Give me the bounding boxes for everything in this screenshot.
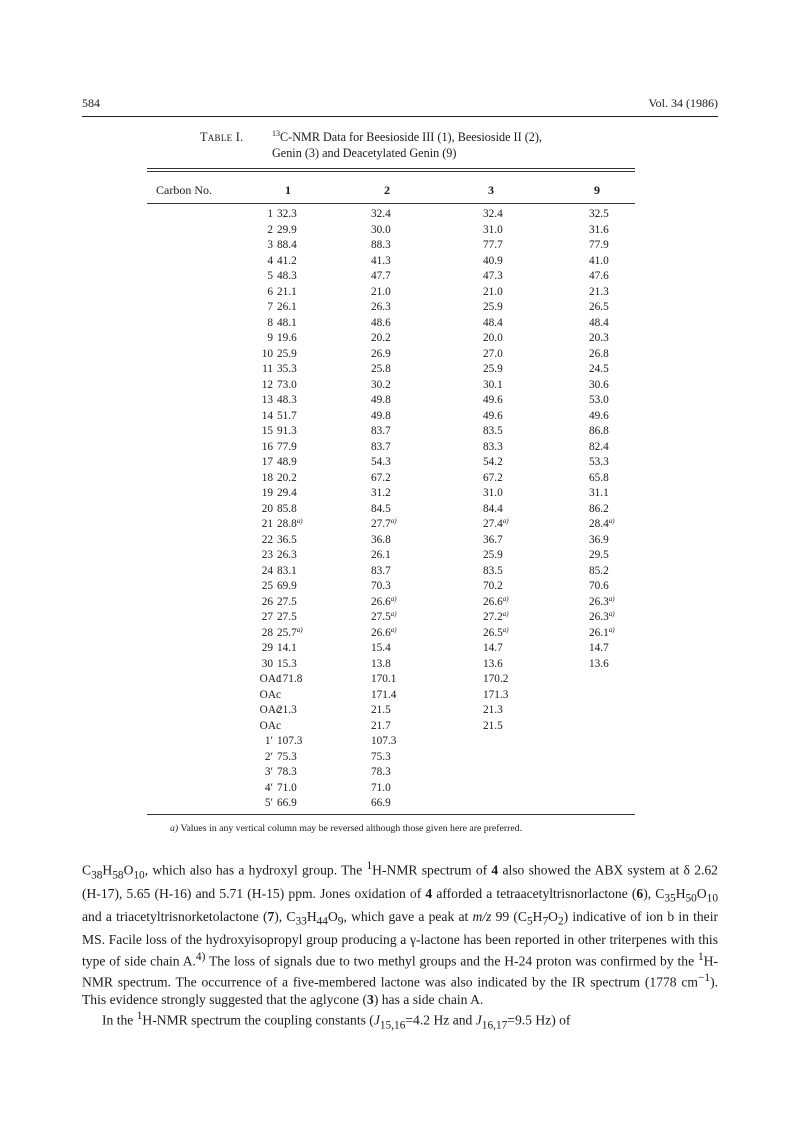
carbon-number-cell: 10 [261,347,273,360]
shift-value-cell: 67.2 [371,471,391,484]
shift-value-cell: 25.9 [483,549,503,561]
table-row [147,502,635,518]
carbon-number-cell: 6 [267,285,273,298]
carbon-number-cell: 21 [261,518,273,530]
carbon-number-cell: 26 [261,595,273,608]
shift-value-cell: 27.5$^{a)}$ [371,610,397,623]
shift-value-cell: 36.7 [483,533,503,546]
carbon-number-cell: 1′ [264,735,273,747]
table-row [147,378,635,394]
table-bottom-rule [147,814,635,815]
shift-value-cell: 36.8 [371,533,391,546]
shift-value-cell: 26.1$^{a)}$ [589,625,615,639]
shift-value-cell: 26.8 [589,347,609,360]
shift-value-cell: 21.0 [371,285,391,298]
caption-line-1: C-NMR Data for Beesioside III (1), Beesioside II (2), [280,130,542,144]
shift-value-cell: 107.3 [371,735,397,747]
shift-value-cell: 69.9 [277,580,297,592]
shift-value-cell: 88.4 [277,239,297,251]
shift-value-cell: 30.0 [371,223,391,236]
shift-value-cell: 83.3 [483,440,503,453]
shift-value-cell: 31.0 [483,223,503,236]
shift-value-cell: 25.9 [483,363,503,375]
paragraph-2: In the $^1$H-NMR spectrum the coupling constants ($J_{15,16}=4.2$ Hz and $J_{16,17}=9.5$ Hz) of [102,1010,571,1032]
carbon-number-cell: 3 [267,239,273,251]
carbon-number-cell: 19 [261,487,273,499]
shift-value-cell: 85.2 [589,564,609,577]
header-rule [82,116,718,117]
shift-value-cell: 21.7 [371,719,391,732]
table-row [147,347,635,363]
carbon-number-cell: 17 [261,456,273,468]
carbon-number-cell: OAc [259,688,281,701]
shift-value-cell: 170.2 [483,673,509,685]
carbon-number-cell: 4 [267,254,273,267]
carbon-number-cell: 2 [267,223,273,236]
shift-value-cell: 54.2 [483,456,503,468]
shift-value-cell: 67.2 [483,471,503,484]
shift-value-cell: 83.1 [277,564,297,577]
shift-value-cell: 83.7 [371,425,391,437]
shift-value-cell: 171.4 [371,688,397,701]
paragraph-1: $C_{38}H_{58}O_{10}$, which also has a hydroxyl group. The $^1$H-NMR spectrum of 4 also showed the ABX system at δ 2.62 (H-17), 5.65 (H-16) and 5.71 (H-15) ppm. Jones oxidation of 4 afforded a tetraacetyltrisnorlactone (6), $C_{35}H_{50}O_{10}$ and a triacetyltrisnorketolactone (7), $C_{33}H_{44}O_9$, which gave a peak at m/z 99 $(C_5H_7O_2)$ indicative of ion b in their MS. Facile loss of the hydroxyisopropyl group producing a γ-lactone has been reported in other triterpenes with this type of side chain A.$^{4)}$ The loss of signals due to two methyl groups and the H-24 proton was confirmed by the $^1$H-NMR spectrum. The occurrence of a five-membered lactone was also indicated by the IR spectrum (1778 $cm^{-1}$). This evidence strongly suggested that the aglycone (3) has a side chain A. [82,860,719,1007]
shift-value-cell: 14.1 [277,642,297,654]
column-header-3: 3 [488,183,494,197]
shift-value-cell: 41.2 [277,254,297,267]
table-row [147,610,635,626]
shift-value-cell: 26.5 [589,301,609,313]
shift-value-cell: 14.7 [483,642,503,654]
shift-value-cell: 32.5 [589,208,609,220]
shift-value-cell: 20.3 [589,332,609,344]
shift-value-cell: 21.5 [483,719,503,732]
column-header-1: 1 [285,183,291,197]
shift-value-cell: 27.7$^{a)}$ [371,517,397,530]
shift-value-cell: 29.5 [589,549,609,561]
shift-value-cell: 21.1 [277,285,297,298]
shift-value-cell: 28.8$^{a)}$ [277,517,303,530]
table-row [147,595,635,611]
shift-value-cell: 30.1 [483,378,503,391]
shift-value-cell: 26.3 [277,549,297,561]
table-label: Table I. [200,130,244,144]
shift-value-cell: 26.6$^{a)}$ [371,594,397,608]
shift-value-cell: 41.0 [589,254,609,267]
shift-value-cell: 31.6 [589,223,609,236]
table-row [147,579,635,595]
carbon-number-cell: 30 [261,657,273,670]
shift-value-cell: 49.6 [483,409,503,422]
table-caption-text [272,130,632,161]
shift-value-cell: 32.4 [483,208,503,220]
carbon-number-cell: 2′ [264,750,273,763]
table-row [147,424,635,440]
table-row [147,688,635,704]
shift-value-cell: 47.3 [483,270,503,282]
reversal-marker: a) [502,594,509,603]
shift-value-cell: 21.0 [483,285,503,298]
table-row [147,734,635,750]
shift-value-cell: 27.5 [277,611,297,623]
table-row [147,471,635,487]
reversal-marker: a) [608,610,615,618]
shift-value-cell: 19.6 [277,332,297,344]
shift-value-cell: 83.5 [483,564,503,577]
carbon-number-cell: 29 [261,642,273,654]
table-row [147,331,635,347]
carbon-number-cell: 1 [267,208,273,220]
shift-value-cell: 13.8 [371,657,391,670]
carbon-number-cell: 24 [261,564,273,577]
shift-value-cell: 24.5 [589,363,609,375]
shift-value-cell: 86.8 [589,425,609,437]
shift-value-cell: 20.2 [371,332,391,344]
table-row [147,285,635,301]
shift-value-cell: 54.3 [371,456,391,468]
shift-value-cell: 49.6 [483,394,503,406]
shift-value-cell: 21.3 [483,704,503,716]
shift-value-cell: 40.9 [483,254,503,267]
shift-value-cell: 25.7$^{a)}$ [277,625,303,639]
shift-value-cell: 48.6 [371,316,391,329]
shift-value-cell: 48.4 [483,316,503,329]
table-row [147,486,635,502]
shift-value-cell: 83.7 [371,564,391,577]
table-row [147,750,635,766]
shift-value-cell: 49.8 [371,409,391,422]
carbon-number-cell: 16 [261,440,273,453]
reversal-marker: a) [502,625,509,634]
carbon-number-cell: 3′ [264,766,273,778]
carbon-number-cell: 12 [261,378,273,391]
shift-value-cell: 88.3 [371,239,391,251]
page-header [82,96,718,118]
table-row [147,269,635,285]
table-row [147,300,635,316]
shift-value-cell: 107.3 [277,735,303,747]
shift-value-cell: 77.9 [589,239,609,251]
reversal-marker: a) [296,625,303,634]
shift-value-cell: 75.3 [277,750,297,763]
table-row [147,548,635,564]
reversal-marker: a) [502,517,509,525]
shift-value-cell: 31.1 [589,487,609,499]
reversal-marker: a) [390,594,397,603]
table-row [147,455,635,471]
shift-value-cell: 170.1 [371,673,397,685]
shift-value-cell: 48.1 [277,316,297,329]
carbon-number-cell: OAc [259,719,281,732]
shift-value-cell: 48.3 [277,394,297,406]
table-row [147,703,635,719]
isotope-superscript: 13 [272,129,280,138]
shift-value-cell: 26.6$^{a)}$ [483,594,509,608]
shift-value-cell: 66.9 [371,797,391,809]
column-header-2: 2 [384,183,390,197]
carbon-number-cell: 20 [261,502,273,515]
shift-value-cell: 26.9 [371,347,391,360]
table-row [147,238,635,254]
shift-value-cell: 20.0 [483,332,503,344]
table-row [147,409,635,425]
shift-value-cell: 36.5 [277,533,297,546]
shift-value-cell: 47.6 [589,270,609,282]
shift-value-cell: 66.9 [277,797,297,809]
shift-value-cell: 21.3 [277,704,297,716]
table-top-rule-double [147,171,635,172]
table-row [147,362,635,378]
shift-value-cell: 32.3 [277,208,297,220]
reversal-marker: a) [390,625,397,634]
shift-value-cell: 70.2 [483,580,503,592]
shift-value-cell: 29.9 [277,223,297,236]
shift-value-cell: 83.5 [483,425,503,437]
carbon-number-cell: 18 [261,471,273,484]
reversal-marker: a) [502,610,509,618]
table-row [147,719,635,735]
shift-value-cell: 25.9 [277,347,297,360]
shift-value-cell: 15.3 [277,657,297,670]
shift-value-cell: 48.3 [277,270,297,282]
shift-value-cell: 30.6 [589,378,609,391]
shift-value-cell: 27.5 [277,595,297,608]
footnote-marker: a) [170,823,179,834]
shift-value-cell: 48.4 [589,316,609,329]
shift-value-cell: 47.7 [371,270,391,282]
table-row [147,316,635,332]
carbon-number-cell: OAc [259,704,281,716]
shift-value-cell: 27.2$^{a)}$ [483,610,509,623]
shift-value-cell: 71.0 [277,781,297,794]
shift-value-cell: 51.7 [277,409,297,422]
carbon-number-cell: 14 [261,409,273,422]
shift-value-cell: 70.6 [589,580,609,592]
reversal-marker: a) [608,594,615,603]
shift-value-cell: 75.3 [371,750,391,763]
shift-value-cell: 26.1 [371,549,391,561]
shift-value-cell: 13.6 [589,657,609,670]
shift-value-cell: 14.7 [589,642,609,654]
shift-value-cell: 83.7 [371,440,391,453]
carbon-number-cell: 22 [261,533,273,546]
shift-value-cell: 21.5 [371,704,391,716]
shift-value-cell: 171.8 [277,673,303,685]
table-header-rule [147,203,635,204]
shift-value-cell: 77.7 [483,239,503,251]
carbon-number-cell: 28 [261,626,273,639]
shift-value-cell: 73.0 [277,378,297,391]
shift-value-cell: 85.8 [277,502,297,515]
shift-value-cell: 65.8 [589,471,609,484]
shift-value-cell: 26.5$^{a)}$ [483,625,509,639]
carbon-number-cell: 8 [267,316,273,329]
shift-value-cell: 70.3 [371,580,391,592]
page-number: 584 [82,96,100,110]
carbon-number-cell: 5 [267,270,273,282]
shift-value-cell: 25.8 [371,363,391,375]
shift-value-cell: 15.4 [371,642,391,654]
reversal-marker: a) [390,610,397,618]
shift-value-cell: 26.3$^{a)}$ [589,610,615,623]
shift-value-cell: 26.3 [371,301,391,313]
shift-value-cell: 49.8 [371,394,391,406]
shift-value-cell: 86.2 [589,502,609,515]
carbon-number-cell: 23 [261,549,273,561]
shift-value-cell: 26.1 [277,301,297,313]
shift-value-cell: 35.3 [277,363,297,375]
carbon-number-cell: 13 [261,394,273,406]
shift-value-cell: 171.3 [483,688,509,701]
shift-value-cell: 31.2 [371,487,391,499]
table-row [147,440,635,456]
volume-label: Vol. 34 (1986) [648,96,718,110]
table-row [147,564,635,580]
table-row [147,657,635,673]
shift-value-cell: 20.2 [277,471,297,484]
shift-value-cell: 28.4$^{a)}$ [589,517,615,530]
carbon-number-cell: 5′ [264,797,273,809]
shift-value-cell: 78.3 [277,766,297,778]
reversal-marker: a) [296,517,303,525]
shift-value-cell: 21.3 [589,285,609,298]
table-row [147,641,635,657]
carbon-number-cell: 11 [262,363,273,375]
shift-value-cell: 36.9 [589,533,609,546]
table-footnote [170,823,620,835]
body-text [82,858,718,1035]
shift-value-cell: 31.0 [483,487,503,499]
reversal-marker: a) [390,517,397,525]
table-row [147,223,635,239]
reversal-marker: a) [608,625,615,634]
shift-value-cell: 41.3 [371,254,391,267]
table-row [147,517,635,533]
carbon-number-cell: 7 [267,301,273,313]
reversal-marker: a) [608,517,615,525]
shift-value-cell: 78.3 [371,766,391,778]
table-row [147,781,635,797]
shift-value-cell: 84.4 [483,502,503,515]
caption-line-2: Genin (3) and Deacetylated Genin (9) [272,145,457,160]
shift-value-cell: 32.4 [371,208,391,220]
shift-value-cell: 30.2 [371,378,391,391]
table-top-rule [147,168,635,169]
shift-value-cell: 84.5 [371,502,391,515]
shift-value-cell: 26.3$^{a)}$ [589,594,615,608]
carbon-number-cell: 15 [261,425,273,437]
shift-value-cell: 53.0 [589,394,609,406]
table-row [147,207,635,223]
shift-value-cell: 26.6$^{a)}$ [371,625,397,639]
shift-value-cell: 25.9 [483,301,503,313]
table-row [147,626,635,642]
carbon-number-cell: OAc [259,673,281,685]
shift-value-cell: 53.3 [589,456,609,468]
table-row [147,254,635,270]
shift-value-cell: 91.3 [277,425,297,437]
column-header-carbon: Carbon No. [156,183,212,197]
table-row [147,533,635,549]
shift-value-cell: 48.9 [277,456,297,468]
shift-value-cell: 13.6 [483,657,503,670]
shift-value-cell: 27.0 [483,347,503,360]
table-row [147,796,635,812]
shift-value-cell: 29.4 [277,487,297,499]
table-row [147,672,635,688]
table-row [147,393,635,409]
carbon-number-cell: 27 [261,611,273,623]
shift-value-cell: 49.6 [589,409,609,422]
shift-value-cell: 71.0 [371,781,391,794]
shift-value-cell: 82.4 [589,440,609,453]
footnote-text: Values in any vertical column may be reversed although those given here are preferred. [180,823,523,834]
table-row [147,765,635,781]
column-header-9: 9 [594,183,600,197]
carbon-number-cell: 25 [261,580,273,592]
carbon-number-cell: 9 [267,332,273,344]
shift-value-cell: 27.4$^{a)}$ [483,517,509,530]
carbon-number-cell: 4′ [264,781,273,794]
shift-value-cell: 77.9 [277,440,297,453]
